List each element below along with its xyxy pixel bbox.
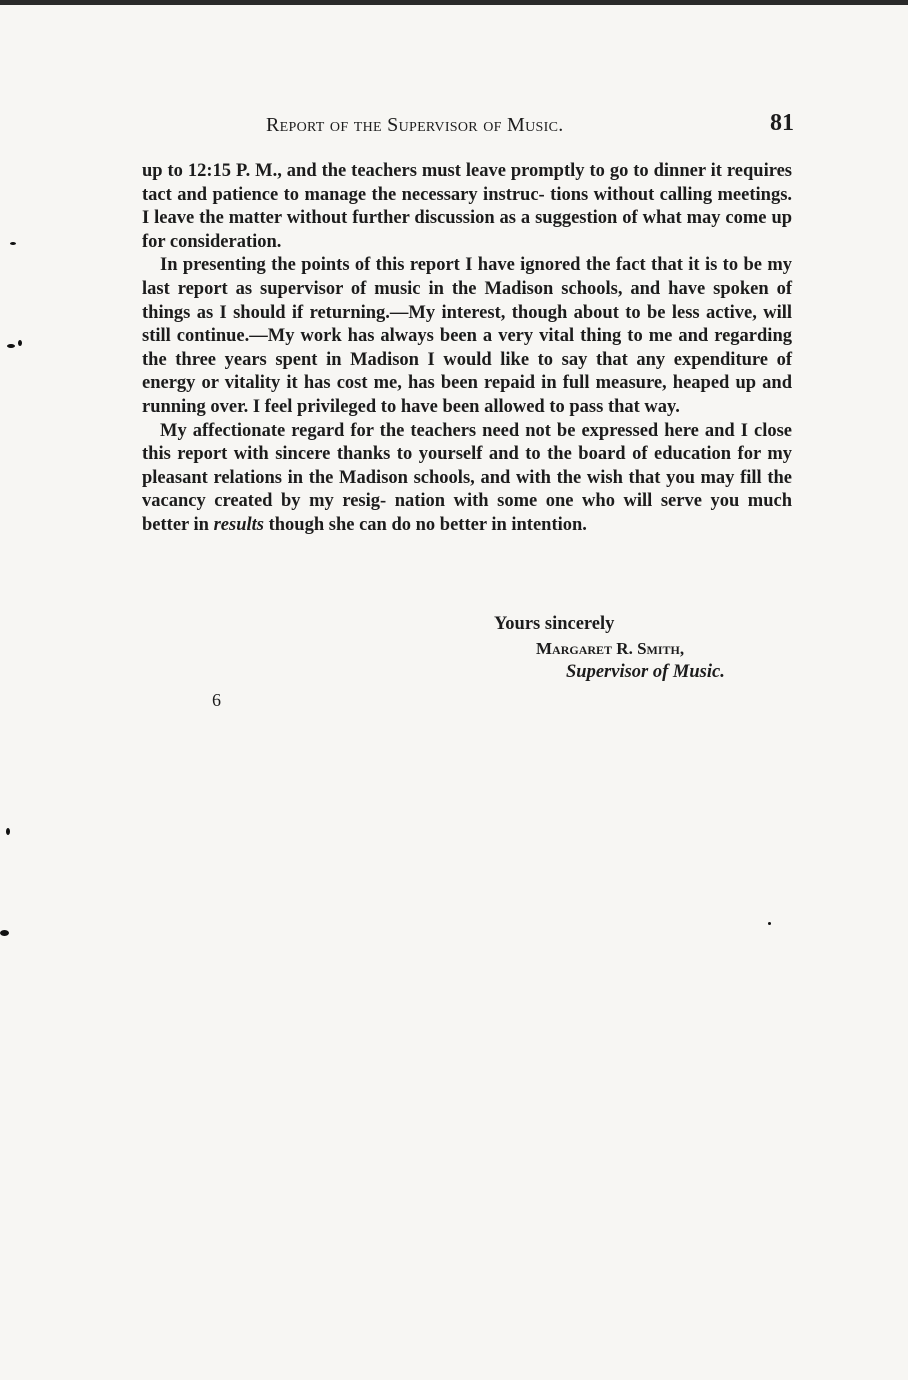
margin-speck xyxy=(768,922,771,925)
page-number: 81 xyxy=(770,110,794,136)
page-header xyxy=(142,110,794,140)
paragraph-2-line-4: interest, though about to be less active, will still continue.—My work xyxy=(142,302,792,347)
paragraph-2-line-1: In presenting the points of this report I have ignored the fact that xyxy=(160,255,683,276)
paragraph-2 xyxy=(142,254,792,419)
body-text xyxy=(142,160,792,538)
paragraph-1-line-3: tions without calling meetings. I leave the matter without further xyxy=(142,184,793,229)
margin-speck xyxy=(6,828,10,835)
top-border-rule xyxy=(0,0,908,5)
margin-speck xyxy=(7,344,15,348)
paragraph-3-line-6: though she can do no better in intention. xyxy=(268,514,587,535)
paragraph-3-line-5: nation with some one who will serve you much better in xyxy=(142,491,793,535)
signature-name: Margaret R. Smith, xyxy=(536,639,685,658)
paragraph-1-line-1: up to 12:15 P. M., and the teachers must leave promptly to go to xyxy=(142,161,649,181)
paragraph-2-line-2: it is to be my last report as supervisor of music in the Madison xyxy=(142,255,792,299)
paragraph-3 xyxy=(142,420,792,538)
paragraph-2-line-3: schools, and have spoken of things as I should if returning.—My xyxy=(142,278,792,323)
paragraph-2-line-9: to pass that way. xyxy=(549,396,680,417)
paragraph-1-line-2: dinner it requires tact and patience to manage the necessary instruc- xyxy=(142,161,792,205)
margin-speck xyxy=(18,340,22,346)
printer-signature-mark: 6 xyxy=(212,690,221,710)
margin-speck xyxy=(10,242,16,245)
paragraph-2-line-6: years spent in Madison I would like to say that any expenditure of xyxy=(224,349,792,370)
paragraph-3-line-4: and with the wish that you may fill the vacancy created by my resig- xyxy=(142,467,793,512)
closing-salutation: Yours sincerely xyxy=(494,614,615,634)
running-title: Report of the Supervisor of Music. xyxy=(266,114,564,136)
paragraph-2-line-8: heaped up and running over. I feel privileged to have been allowed xyxy=(142,373,792,417)
paragraph-3-line-1: My affectionate regard for the teachers need not be expressed here xyxy=(160,420,699,441)
emphasized-word: results xyxy=(213,514,264,535)
margin-speck xyxy=(0,930,9,936)
paragraph-1-line-4: discussion as a suggestion of what may come up for consideration. xyxy=(142,208,793,252)
paragraph-3-line-2: and I close this report with sincere thanks to yourself and to the xyxy=(142,420,793,465)
paragraph-2-line-7: energy or vitality it has cost me, has been repaid in full measure, xyxy=(142,373,667,394)
signature-title: Supervisor of Music. xyxy=(566,662,725,682)
paragraph-2-line-5: has always been a very vital thing to me and regarding the three xyxy=(142,326,792,370)
paragraph-1 xyxy=(142,160,792,254)
paragraph-3-line-3: board of education for my pleasant relations in the Madison schools, xyxy=(142,444,792,488)
